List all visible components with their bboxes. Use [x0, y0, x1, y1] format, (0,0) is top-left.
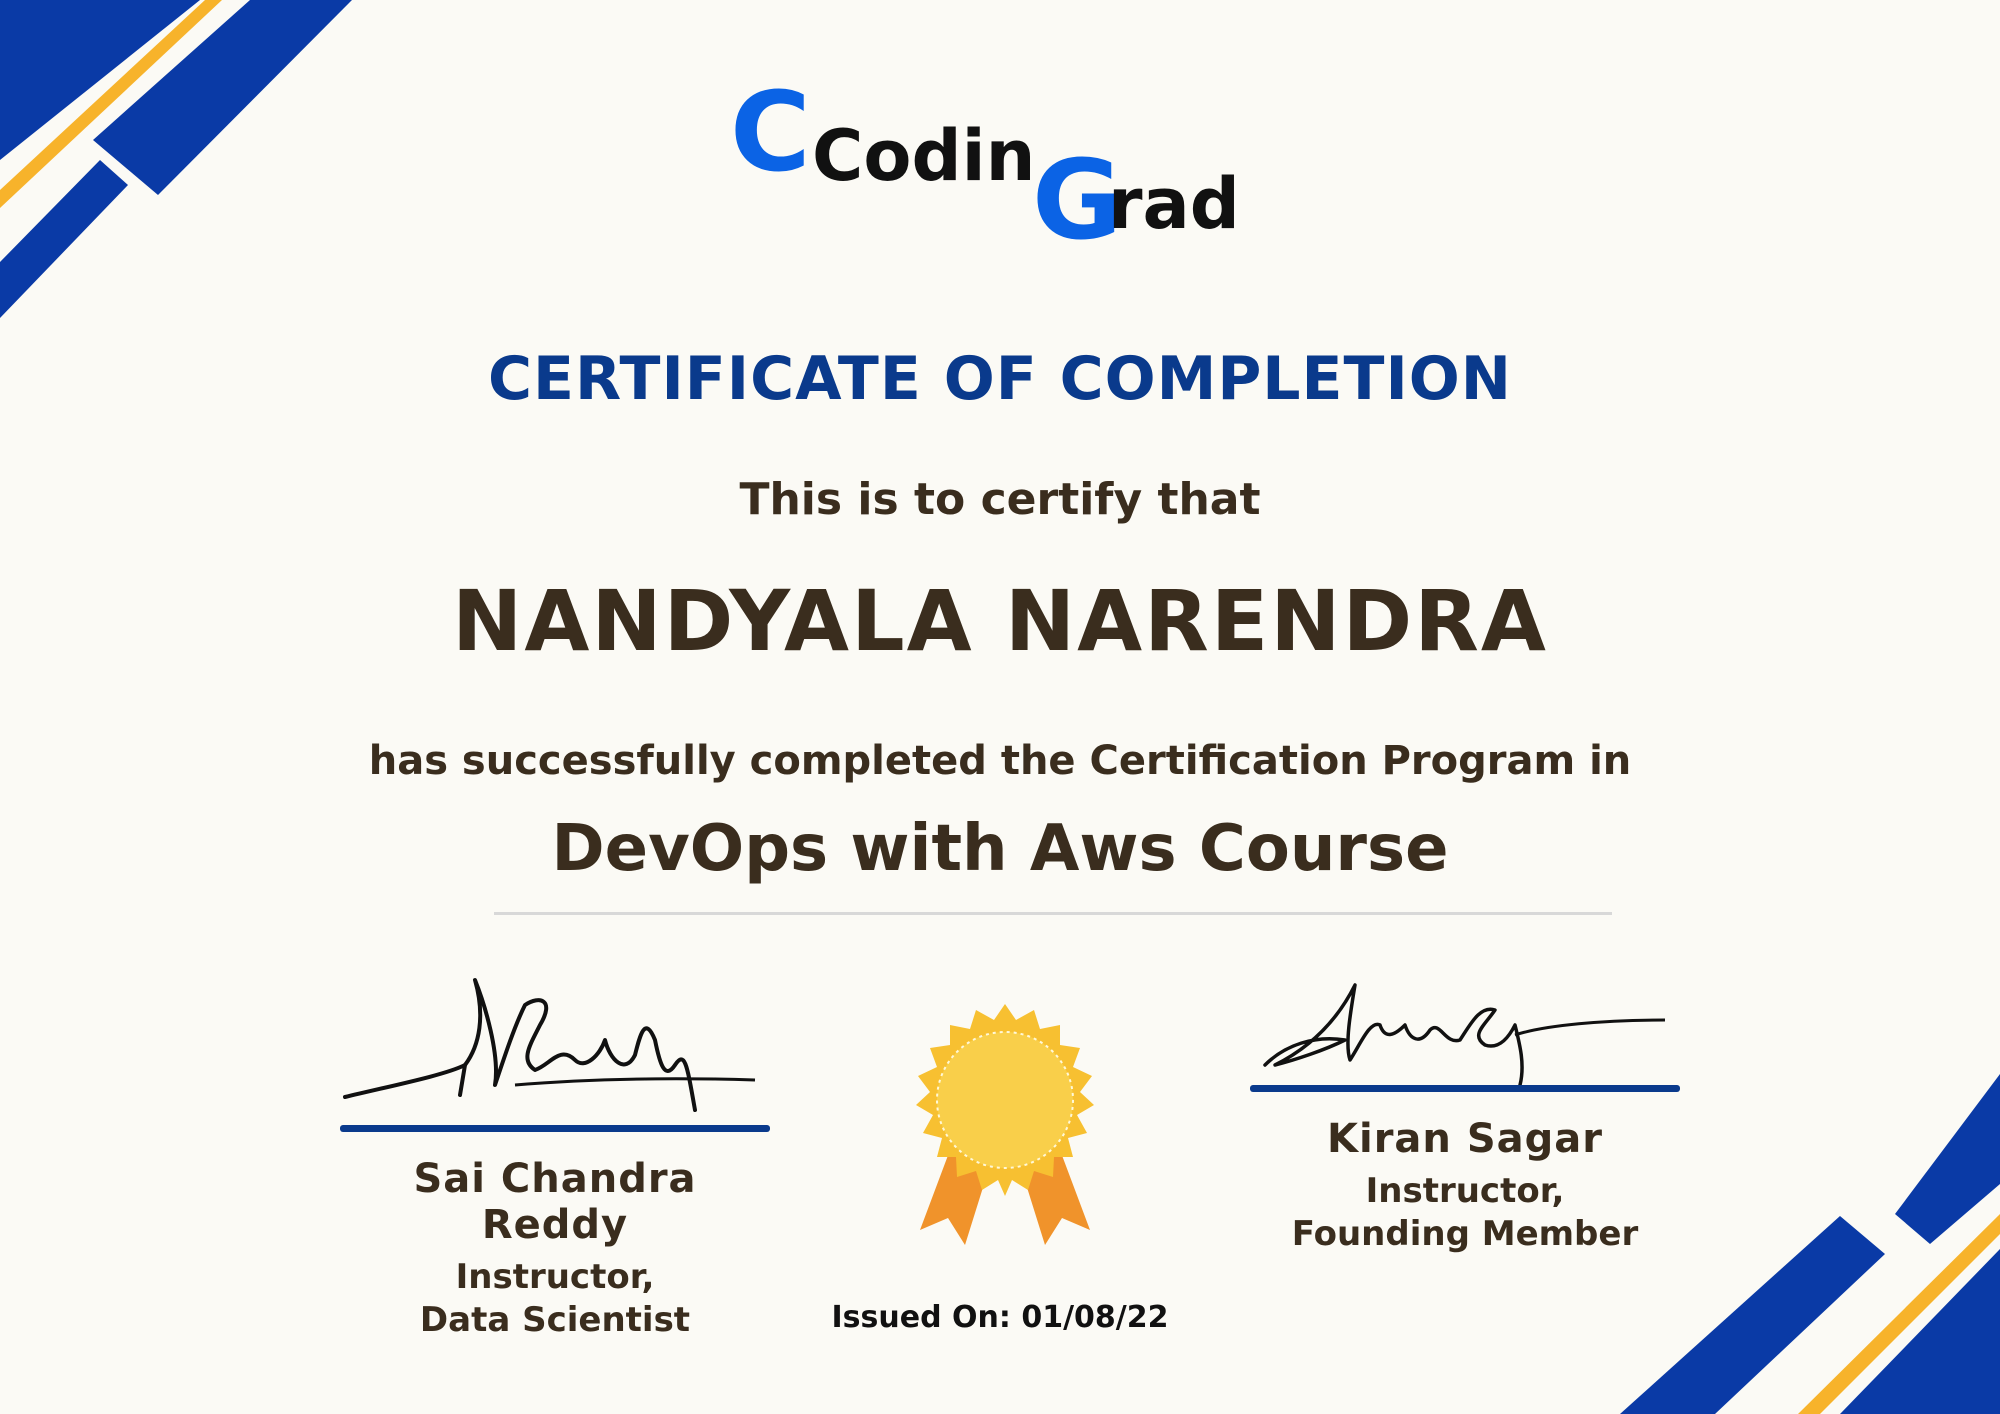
- course-name: DevOps with Aws Course: [551, 812, 1449, 886]
- codingrad-logo: [730, 78, 1290, 248]
- signature-line-right: [1250, 1085, 1680, 1092]
- svg-text:G: G: [1032, 136, 1123, 248]
- issued-date: Issued On: 01/08/22: [831, 1300, 1169, 1335]
- signatory-name-right: Kiran Sagar: [1327, 1116, 1603, 1162]
- divider: [494, 912, 1612, 915]
- signature-kiran-icon: [1245, 965, 1685, 1085]
- corner-decoration-top-left: [0, 0, 360, 330]
- completion-statement: has successfully completed the Certification Program in: [368, 738, 1632, 784]
- signature-line-left: [340, 1125, 770, 1132]
- signatory-role-right-line2: Founding Member: [1291, 1214, 1639, 1254]
- certificate-title: CERTIFICATE OF COMPLETION: [488, 344, 1512, 414]
- recipient-name: NANDYALA NARENDRA: [452, 572, 1548, 670]
- signature-reddy-icon: [335, 965, 775, 1125]
- logo-text-codin: Codin: [812, 115, 1036, 197]
- svg-text:C: C: [730, 78, 811, 196]
- logo-text-grad: rad: [1108, 163, 1240, 245]
- signatory-role-left-line1: Instructor,: [455, 1257, 655, 1297]
- signatory-name-left: Sai Chandra Reddy: [413, 1156, 697, 1248]
- signatory-role-right-line1: Instructor,: [1365, 1171, 1565, 1211]
- signatory-role-left-line2: Data Scientist: [419, 1300, 691, 1340]
- certify-line: This is to certify that: [739, 474, 1261, 525]
- signature-block-left: [335, 965, 775, 1342]
- award-seal-icon: [910, 1000, 1100, 1245]
- signature-block-right: [1245, 1005, 1685, 1256]
